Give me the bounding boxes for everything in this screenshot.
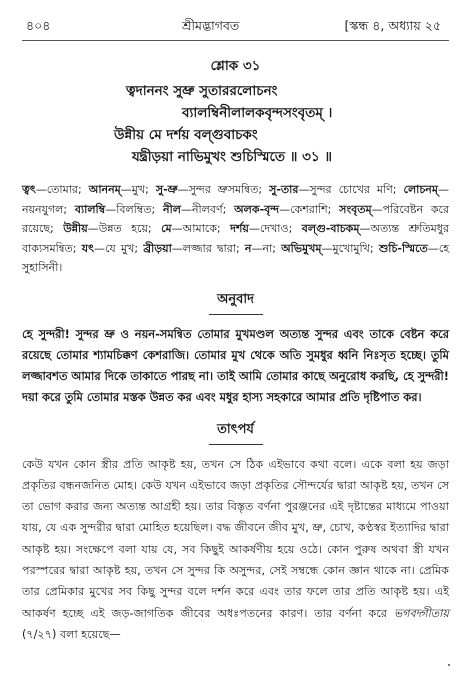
synonym-meaning: হে সুহাসিনী।	[22, 241, 449, 274]
page-number: ৪০৪	[26, 18, 51, 33]
synonym-meaning: সুন্দর ভ্রুসমন্বিত;	[188, 183, 270, 196]
synonym-meaning: নীলবর্ণ;	[191, 202, 235, 216]
synonym-term: লোচনম্	[403, 183, 438, 196]
verse-line: যদ্ব্রীড়য়া নাভিমুখং শুচিস্মিতে ॥ ৩১ ॥	[132, 149, 332, 165]
translation-text: হে সুন্দরী! সুন্দর ভ্রু ও নয়ন-সমন্বিত তোমার মুখমণ্ডল অত্যন্ত সুন্দর এবং তাকে বেষ্টন করে রয়েছে তোমার শ্যামচিক্কণ কেশরাজি। তোমার মুখ থেকে অতি সুমধুর ধ্বনি নিঃসৃত হচ্ছে। তুমি লজ্জাবশত আমার দিকে তাকাতে পারছ না। তাই আমি তোমার কাছে অনুরোধ করছি, হে সুন্দরী! দয়া করে তুমি তোমার মস্তক উন্নত কর এবং মধুর হাস্য সহকারে আমার প্রতি দৃষ্টিপাত কর।	[22, 326, 449, 404]
synonym-term: সু-ভ্রু	[155, 183, 178, 196]
synonym-meaning: বিলম্বিত;	[116, 202, 164, 216]
purport-text	[22, 454, 449, 646]
word-for-word-synonyms: ত্বৎ—তোমার; আননম্—মুখ; সু-ভ্রু—সুন্দর ভ্রুসমন্বিত; সু-তার—সুন্দর চোখের মণি; লোচনম্—নয়নযুগল; ব্যালম্বি—বিলম্বিত; নীল—নীলবর্ণ; অলক-বৃন্দ—কেশরাশি; সংবৃতম্—পরিবেষ্টন করে রয়েছে; উন্নীয়—উন্নত হয়ে; মে—আমাকে; দর্শয়—দেখাও; বল্গু-বাচকম্—অত্যন্ত শ্রুতিমধুর বাক্যসমন্বিত; যৎ—যে মুখ; ব্রীড়য়া—লজ্জার দ্বারা; ন—না; অভিমুখম্—মুখোমুখি; শুচি-স্মিতে—হে সুহাসিনী।	[22, 183, 449, 274]
synonym-meaning: উন্নত হয়ে;	[98, 222, 162, 235]
verse-line: উন্নীয় মে দর্শয় বল্গুবাচকং	[114, 127, 258, 143]
synonym-meaning: যে মুখ;	[104, 241, 144, 255]
purport-heading-underline	[209, 444, 263, 445]
synonym-term: বল্গু-বাচকম্	[301, 222, 360, 235]
synonym-term: ব্যালম্বি	[74, 202, 106, 216]
synonym-term: শুচি-স্মিতে	[378, 241, 428, 255]
verse-title: শ্লোক ৩১	[210, 58, 261, 74]
synonym-term: ন	[244, 241, 252, 255]
synonym-meaning: তোমার;	[46, 183, 89, 196]
synonym-term: অলক-বৃন্দ	[234, 202, 280, 216]
translation-heading-underline	[209, 314, 263, 315]
synonym-meaning: সুন্দর চোখের মণি;	[309, 183, 404, 196]
synonym-meaning: না;	[262, 241, 282, 255]
synonym-meaning: আমাকে;	[182, 222, 231, 235]
synonym-meaning: পরিবেষ্টন করে রয়েছে;	[22, 202, 449, 235]
verse-line: ব্যালম্বিনীলালকবৃন্দসংবৃতম্ ।	[182, 105, 333, 121]
synonym-meaning: দেখাও;	[259, 222, 302, 235]
print-speck	[448, 664, 450, 666]
synonym-term: আননম্	[88, 183, 121, 196]
synonym-term: সংবৃতম্	[339, 202, 372, 216]
synonym-term: দর্শয়	[230, 222, 249, 235]
header-divider	[22, 40, 449, 41]
purport-ending: (৭/২৭) বলা হয়েছে—	[22, 627, 121, 641]
synonym-term: উন্নীয়	[63, 222, 88, 235]
chapter-reference: [স্কন্ধ ৪, অধ্যায় ২৫	[344, 18, 441, 33]
synonym-term: ত্বৎ	[22, 183, 36, 196]
synonym-meaning: মুখোমুখি;	[332, 241, 379, 255]
synonym-term: অভিমুখম্	[281, 241, 322, 255]
synonym-meaning: কেশরাশি;	[290, 202, 340, 216]
synonym-meaning: নয়নযুগল;	[22, 202, 75, 216]
synonym-term: যৎ	[81, 241, 94, 255]
translation-heading: অনুবাদ	[217, 291, 254, 307]
book-title: শ্রীমদ্ভাগবত	[182, 18, 240, 33]
synonym-term: নীল	[163, 202, 181, 216]
synonym-meaning: মুখ;	[131, 183, 156, 196]
synonym-term: সু-তার	[269, 183, 299, 196]
synonym-term: মে	[161, 222, 172, 235]
verse-text	[22, 80, 449, 168]
page-header	[22, 16, 449, 38]
synonym-term: ব্রীড়য়া	[143, 241, 172, 255]
verse-line: ত্বদাননং সুভ্রু সুতাররলোচনং	[126, 83, 278, 99]
synonym-meaning: লজ্জার দ্বারা;	[182, 241, 245, 255]
synonym-meaning: অত্যন্ত শ্রুতিমধুর বাক্যসমন্বিত;	[22, 222, 449, 255]
purport-heading: তাৎপর্য	[217, 421, 254, 437]
purport-main: কেউ যখন কোন স্ত্রীর প্রতি আকৃষ্ট হয়, তখন সে ঠিক এইভাবে কথা বলে। একে বলা হয় জড়া প্রকৃতির বন্ধনজনিত মোহ। কেউ যখন এইভাবে জড়া প্রকৃতির সৌন্দর্যের দ্বারা আকৃষ্ট হয়, তখন সে তা ভোগ করার জন্য অত্যন্ত আগ্রহী হয়। তার বিস্তৃত বর্ণনা পুরঞ্জনের এই দৃষ্টান্তের মাধ্যমে পাওয়া যায়, যে এক সুন্দরীর দ্বারা মোহিত হয়েছিল। বদ্ধ জীবনে জীব মুখ, ভ্রু, চোখ, কণ্ঠস্বর ইত্যাদির দ্বারা আকৃষ্ট হয়। সংক্ষেপে বলা যায় যে, সব কিছুই আকর্ষণীয় হয়ে ওঠে। কোন পুরুষ অথবা স্ত্রী যখন পরস্পরের দ্বারা আকৃষ্ট হয়, তখন সে সুন্দর কি অসুন্দর, সেই সম্বন্ধে কোন জ্ঞান থাকে না। প্রেমিক তার প্রেমিকার মুখের সব কিছু সুন্দর বলে দর্শন করে এবং তার ফলে তার প্রতি আকৃষ্ট হয়। এই আকর্ষণ হচ্ছে এই জড়-জাগতিক জীবের অধঃপতনের কারণ। তার বর্ণনা করে	[22, 457, 449, 620]
purport-scripture-name: ভগবদ্গীতায়	[393, 606, 449, 620]
